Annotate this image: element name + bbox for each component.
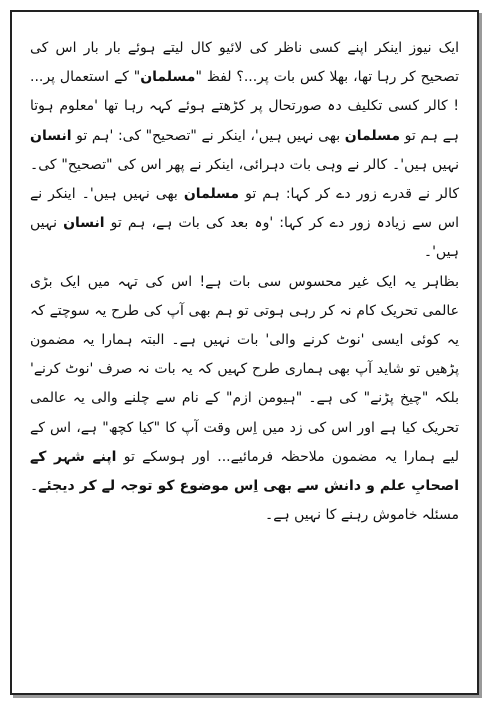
article-text: [30, 34, 459, 530]
paragraph-2-text: ۔ مسئلہ خاموش رہنے کا نہیں ہے۔: [30, 478, 459, 524]
keyword-muslim: مسلمان: [140, 69, 196, 86]
paragraph-1: [30, 34, 459, 268]
paragraph-2: [30, 268, 459, 531]
paragraph-2-text: بظاہر یہ ایک غیر محسوس سی بات ہے! اس کی تہہ میں ایک بڑی عالمی تحریک کام نہ کر رہی ہوتی تو ہم بھی آپ کی طرح یہ سوچتے کہ یہ کوئی ایسی 'نوٹ کرنے والی' بات نہیں ہے۔ البتہ ہمارا یہ مضمون پڑھیں تو شاید آپ بھی ہماری طرح کہیں کہ یہ بات نہ صرف 'نوٹ کرنے' بلکہ "چیخ پڑنے" کی ہے۔ "ہیومن ازم" کے نام سے چلنے والی یہ عالمی تحریک کیا ہے اور اس کی زد میں اِس وقت آپ کا "کیا کچھ" ہے، اس کے لیے ہمارا یہ مضمون ملاحظہ فرمائیے... اور ہوسکے تو: [30, 273, 460, 465]
keyword-muslim: مسلمان: [183, 186, 240, 203]
highlighted-appeal: اپنے شہر کے اصحابِ علم و دانش سے بھی اِس موضوع کو توجہ لے کر دیجئے: [30, 448, 459, 495]
keyword-insaan: انسان: [63, 215, 105, 232]
paragraph-1-text: بھی نہیں ہیں'، اینکر نے "تصحیح" کی: 'ہم تو: [71, 127, 345, 144]
paragraph-1-text: " کے استعمال پر... ! کالر کسی تکلیف دہ صورتحال پر کڑھتے ہوئے کہہ رہا تھا 'معلوم ہوتا ہے ہم تو: [30, 69, 459, 144]
paragraph-1-text: ایک نیوز اینکر اپنے کسی ناظر کی لائیو کال لیتے ہوئے بار بار اس کی تصحیح کر رہا تھا، بھلا کس بات پر...؟ لفظ ": [30, 40, 459, 86]
paragraph-1-text: نہیں ہیں'۔ کالر نے وہی بات دہرائی، اینکر نے پھر اس کی "تصحیح" کی۔ کالر نے قدرے زور دے کر کہا: ہم تو: [30, 156, 459, 203]
paragraph-1-text: بھی نہیں ہیں'۔ اینکر نے اس سے زیادہ زور دے کر کہا: 'وہ بعد کی بات ہے، ہم تو: [30, 186, 459, 232]
paragraph-1-text: نہیں ہیں'۔: [30, 215, 459, 261]
keyword-muslim: مسلمان: [344, 127, 400, 144]
keyword-insaan: انسان: [30, 127, 72, 144]
